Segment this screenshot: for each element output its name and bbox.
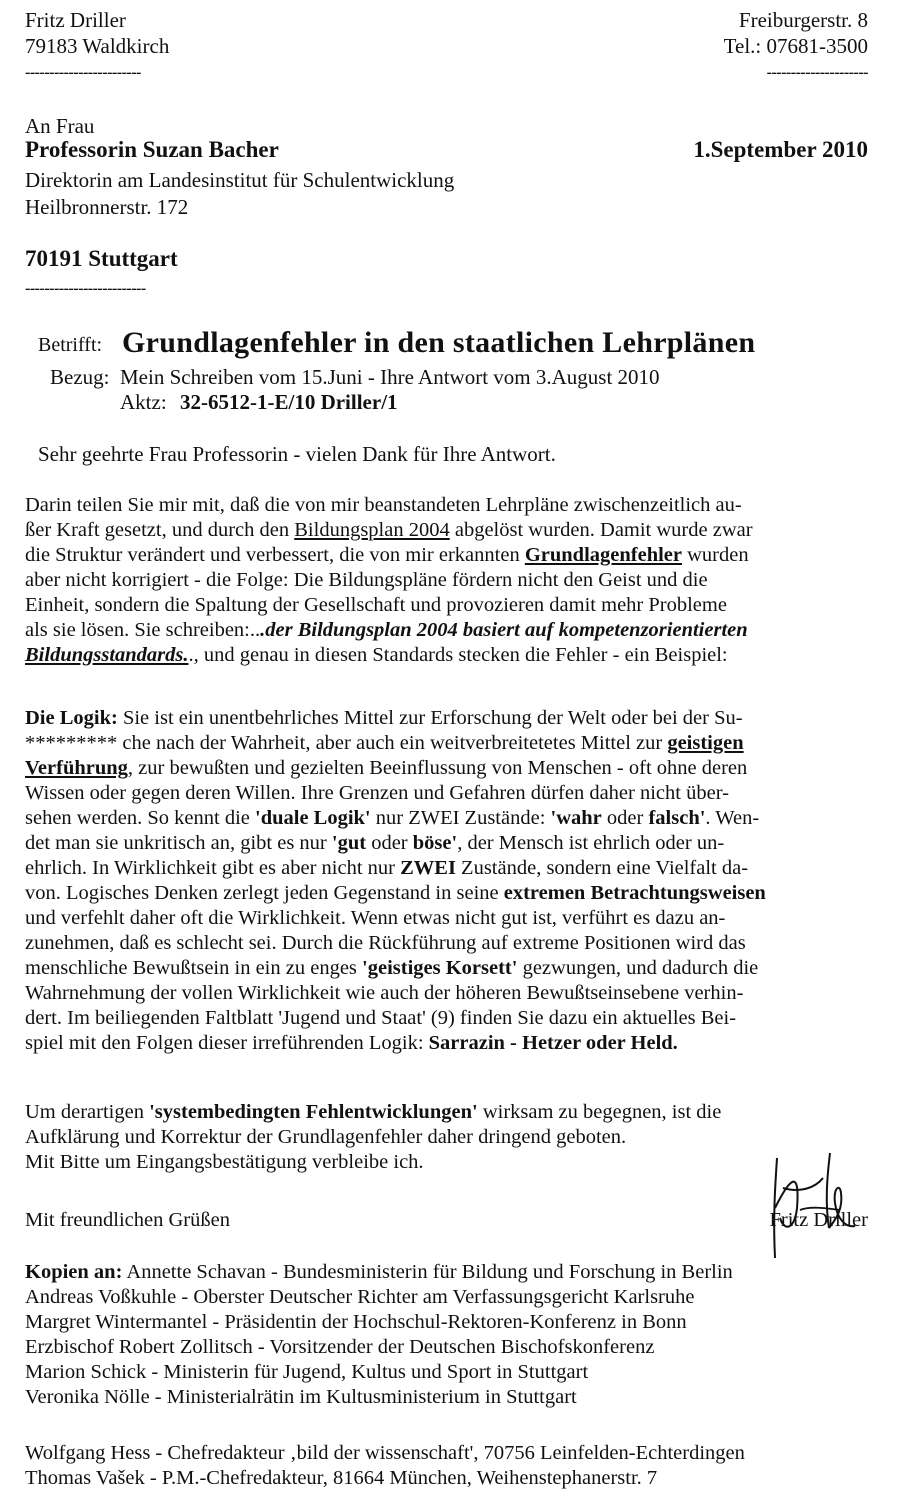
paragraph-1 bbox=[25, 493, 870, 668]
copy-recipient: Veronika Nölle - Ministerialrätin im Kultusministerium in Stuttgart bbox=[25, 1386, 577, 1408]
handwritten-signature bbox=[745, 1148, 865, 1268]
recipient-rule: ------------------------- bbox=[25, 280, 146, 297]
copies-label: Kopien an: bbox=[25, 1261, 123, 1283]
sender-rule-left: ------------------------ bbox=[25, 64, 141, 81]
copy-recipient: Margret Wintermantel - Präsidentin der Hochschul-Rektoren-Konferenz in Bonn bbox=[25, 1311, 687, 1333]
paragraph-line: spiel mit den Folgen dieser irreführenden Logik: Sarrazin - Hetzer oder Held. bbox=[25, 1032, 678, 1054]
subject-label: Betrifft: bbox=[38, 334, 103, 356]
quote-emphasis: .der Bildungsplan 2004 basiert auf kompetenzorientierten bbox=[260, 619, 748, 641]
copy-recipient: Kopien an: Annette Schavan - Bundesministerin für Bildung und Forschung in Berlin bbox=[25, 1261, 733, 1283]
file-ref-label: Aktz: bbox=[120, 390, 167, 414]
paragraph-line: Wissen oder gegen deren Willen. Ihre Grenzen und Gefahren dürfen daher nicht über- bbox=[25, 782, 729, 804]
paragraph-line: ehrlich. In Wirklichkeit gibt es aber nicht nur ZWEI Zustände, sondern eine Vielfalt da- bbox=[25, 857, 749, 879]
reference-text: Mein Schreiben vom 15.Juni - Ihre Antwort vom 3.August 2010 bbox=[120, 365, 660, 389]
paragraph-line: det man sie unkritisch an, gibt es nur 'gut oder böse', der Mensch ist ehrlich oder un- bbox=[25, 832, 725, 854]
sender-city: 79183 Waldkirch bbox=[25, 34, 170, 58]
paragraph-line: ßer Kraft gesetzt, und durch den Bildungsplan 2004 abgelöst wurden. Damit wurde zwar bbox=[25, 519, 753, 541]
paragraph-line: die Struktur verändert und verbessert, die von mir erkannten Grundlagenfehler wurden bbox=[25, 544, 749, 566]
subject-title: Grundlagenfehler in den staatlichen Lehrplänen bbox=[122, 326, 756, 359]
paragraph-line: und verfehlt daher oft die Wirklichkeit. Wenn etwas nicht gut ist, verführt es dazu an- bbox=[25, 907, 726, 929]
sender-phone: Tel.: 07681-3500 bbox=[723, 34, 868, 58]
copy-recipient: Marion Schick - Ministerin für Jugend, Kultus und Sport in Stuttgart bbox=[25, 1361, 589, 1383]
paragraph-3 bbox=[25, 1100, 870, 1175]
paragraph-line: Wahrnehmung der vollen Wirklichkeit wie auch der höheren Bewußtseinsebene verhin- bbox=[25, 982, 744, 1004]
press-recipient: Wolfgang Hess - Chefredakteur ‚bild der wissenschaft', 70756 Leinfelden-Echterdingen bbox=[25, 1442, 745, 1464]
sender-name: Fritz Driller bbox=[25, 8, 126, 32]
sender-street: Freiburgerstr. 8 bbox=[738, 8, 868, 32]
copy-recipient: Andreas Voßkuhle - Oberster Deutscher Richter am Verfassungsgericht Karlsruhe bbox=[25, 1286, 695, 1308]
recipient-city: 70191 Stuttgart bbox=[25, 246, 178, 271]
paragraph-line: Bildungsstandards.., und genau in diesen Standards stecken die Fehler - ein Beispiel: bbox=[25, 644, 728, 666]
letter-date: 1.September 2010 bbox=[693, 137, 868, 162]
paragraph-line: Um derartigen 'systembedingten Fehlentwicklungen' wirksam zu begegnen, ist die bbox=[25, 1101, 722, 1123]
file-ref-text: 32-6512-1-E/10 Driller/1 bbox=[180, 390, 398, 414]
reference-label: Bezug: bbox=[50, 365, 110, 389]
recipient-title: Direktorin am Landesinstitut für Schulentwicklung bbox=[25, 168, 455, 192]
paragraph-line: von. Logisches Denken zerlegt jeden Gegenstand in seine extremen Betrachtungsweisen bbox=[25, 882, 766, 904]
paragraph-line: aber nicht korrigiert - die Folge: Die Bildungspläne fördern nicht den Geist und die bbox=[25, 569, 708, 591]
logik-heading: Die Logik: bbox=[25, 707, 118, 729]
sender-rule-right: --------------------- bbox=[766, 64, 868, 81]
paragraph-line: Aufklärung und Korrektur der Grundlagenfehler daher dringend geboten. bbox=[25, 1126, 627, 1148]
press-list bbox=[25, 1441, 870, 1491]
recipient-street: Heilbronnerstr. 172 bbox=[25, 195, 189, 219]
copy-recipient: Erzbischof Robert Zollitsch - Vorsitzender der Deutschen Bischofskonferenz bbox=[25, 1336, 655, 1358]
paragraph-line: Die Logik: Sie ist ein unentbehrliches Mittel zur Erforschung der Welt oder bei der Su- bbox=[25, 707, 743, 729]
bildungsplan-link-text: Bildungsplan 2004 bbox=[294, 519, 450, 541]
paragraph-line: sehen werden. So kennt die 'duale Logik' nur ZWEI Zustände: 'wahr oder falsch'. Wen- bbox=[25, 807, 760, 829]
paragraph-line: menschliche Bewußtsein in ein zu enges 'geistiges Korsett' gezwungen, und dadurch die bbox=[25, 957, 759, 979]
paragraph-line: dert. Im beiliegenden Faltblatt 'Jugend und Staat' (9) finden Sie dazu ein aktuelles Bei- bbox=[25, 1007, 737, 1029]
paragraph-line: ********* che nach der Wahrheit, aber auch ein weitverbreitetetes Mittel zur geistigen bbox=[25, 732, 744, 754]
grundlagenfehler-emphasis: Grundlagenfehler bbox=[524, 544, 682, 566]
copies-list bbox=[25, 1260, 870, 1410]
paragraph-line: als sie lösen. Sie schreiben:...der Bildungsplan 2004 basiert auf kompetenzorientierten bbox=[25, 619, 748, 641]
closing: Mit freundlichen Grüßen bbox=[25, 1209, 230, 1231]
paragraph-line: Mit Bitte um Eingangsbestätigung verbleibe ich. bbox=[25, 1151, 424, 1173]
recipient-name: Professorin Suzan Bacher bbox=[25, 137, 279, 162]
greeting: Sehr geehrte Frau Professorin - vielen Dank für Ihre Antwort. bbox=[38, 442, 556, 466]
signature-name: Fritz Driller bbox=[769, 1209, 868, 1231]
quote-emphasis: Bildungsstandards. bbox=[25, 644, 189, 666]
press-recipient: Thomas Vašek - P.M.-Chefredakteur, 81664 München, Weihenstephanerstr. 7 bbox=[25, 1467, 658, 1489]
paragraph-line: Einheit, sondern die Spaltung der Gesellschaft und provozieren damit mehr Probleme bbox=[25, 594, 727, 616]
paragraph-line: Darin teilen Sie mir mit, daß die von mir beanstandeten Lehrpläne zwischenzeitlich au- bbox=[25, 494, 742, 516]
paragraph-2 bbox=[25, 706, 870, 1056]
paragraph-line: zunehmen, daß es schlecht sei. Durch die Rückführung auf extreme Positionen wird das bbox=[25, 932, 746, 954]
paragraph-line: Verführung, zur bewußten und gezielten Beeinflussung von Menschen - oft ohne deren bbox=[25, 757, 748, 779]
recipient-salutation-line: An Frau bbox=[25, 114, 95, 138]
